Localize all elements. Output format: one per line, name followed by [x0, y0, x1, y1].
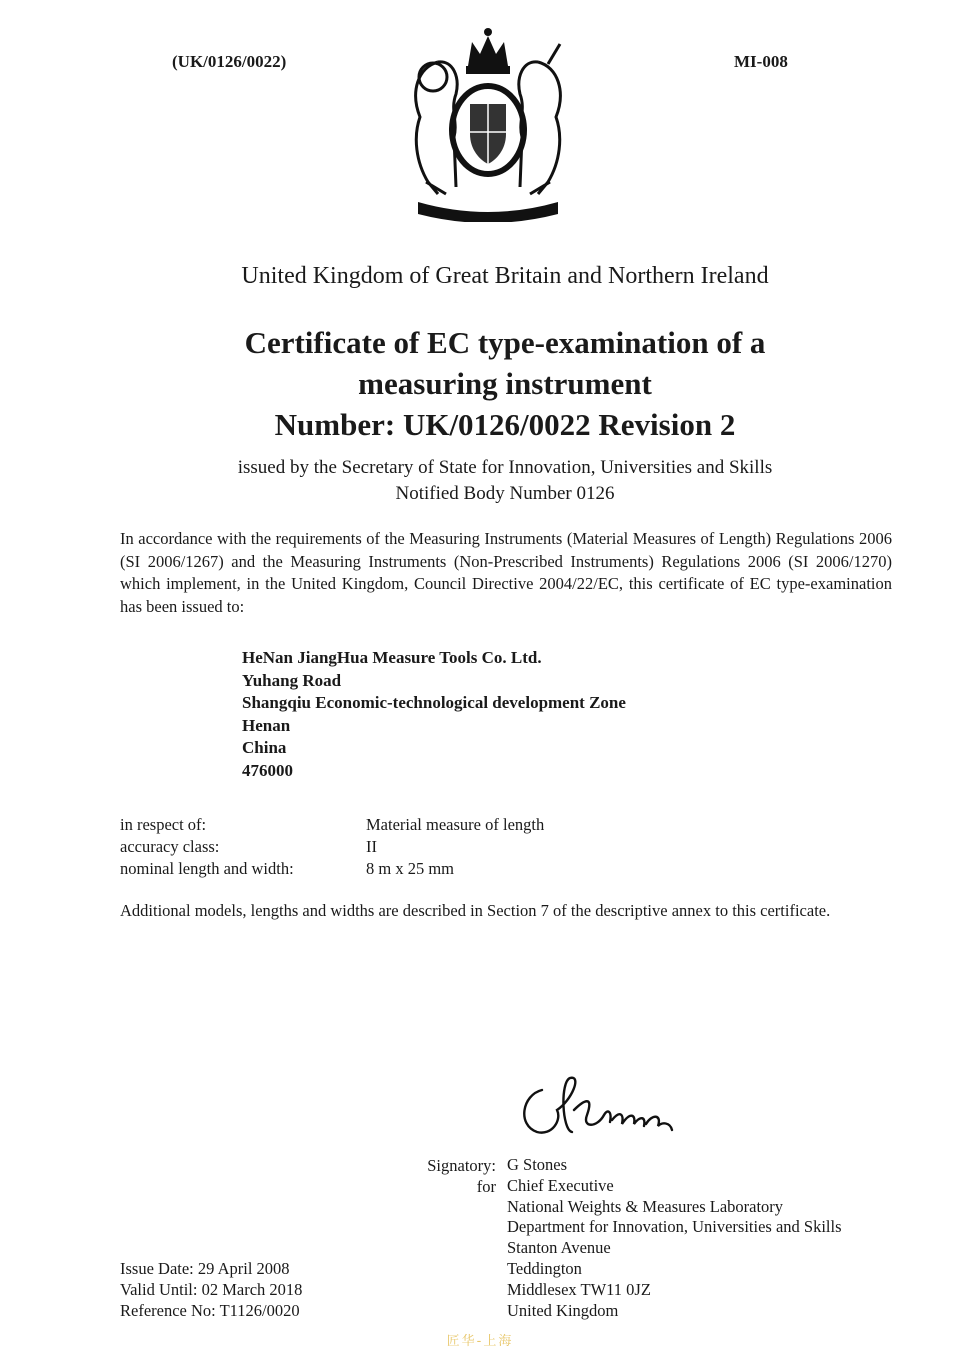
property-label: accuracy class:	[120, 837, 220, 856]
royal-coat-of-arms-icon	[398, 22, 578, 222]
title-line-3: Number: UK/0126/0022 Revision 2	[274, 407, 736, 442]
motto-ribbon-icon	[418, 202, 558, 222]
lion-head-icon	[419, 63, 447, 91]
address-line: China	[242, 738, 287, 758]
notified-body-line: Notified Body Number 0126	[395, 483, 615, 504]
signatory-line: National Weights & Measures Laboratory	[507, 1196, 784, 1216]
holder-address	[242, 647, 626, 783]
signatory-label: Signatory:	[427, 1156, 496, 1175]
property-label: nominal length and width:	[120, 859, 294, 878]
valid-until: Valid Until: 02 March 2018	[120, 1279, 303, 1299]
address-line: HeNan JiangHua Measure Tools Co. Ltd.	[242, 648, 542, 667]
unicorn-horn-icon	[548, 44, 560, 64]
watermark: 匠华-上海	[446, 1334, 514, 1349]
signatory-line: Stanton Avenue	[507, 1238, 611, 1258]
shield-icon	[452, 86, 524, 174]
property-label: in respect of:	[120, 815, 207, 834]
property-row	[120, 814, 544, 836]
title-line-2: measuring instrument	[358, 366, 652, 401]
signatory-line: Chief Executive	[507, 1175, 614, 1195]
signatory-name: G Stones	[507, 1155, 568, 1174]
signatory-line: United Kingdom	[507, 1300, 619, 1320]
handwritten-signature-icon	[512, 1070, 682, 1145]
title-line-1: Certificate of EC type-examination of a	[244, 325, 766, 360]
instrument-properties	[120, 814, 544, 880]
for-label: for	[476, 1177, 496, 1196]
property-row	[120, 836, 544, 858]
address-line: 476000	[242, 760, 293, 780]
additional-models-paragraph: Additional models, lengths and widths are described in Section 7 of the descriptive annex to this certificate.	[120, 901, 831, 920]
issuer-line: issued by the Secretary of State for Innovation, Universities and Skills	[237, 457, 773, 478]
issue-date: Issue Date: 29 April 2008	[120, 1259, 290, 1278]
signatory-labels	[400, 1155, 496, 1197]
crown-icon	[466, 28, 510, 74]
certificate-title	[0, 322, 960, 445]
signatory-line: Department for Innovation, Universities and Skills	[507, 1217, 842, 1237]
issuer-block	[0, 455, 960, 507]
property-row	[120, 858, 544, 880]
property-value: II	[366, 837, 377, 856]
signatory-line: Middlesex TW11 0JZ	[507, 1279, 651, 1299]
country-heading: United Kingdom of Great Britain and Northern Ireland	[241, 263, 769, 289]
property-value: 8 m x 25 mm	[366, 859, 455, 878]
certificate-ref-left: (UK/0126/0022)	[172, 52, 287, 71]
property-value: Material measure of length	[366, 815, 545, 834]
certificate-ref-right: MI-008	[734, 52, 788, 71]
intro-paragraph: In accordance with the requirements of the Measuring Instruments (Material Measures of Length) Regulations 2006 (SI 2006/1267) and the Measuring Instruments (Non-Prescribed Instruments) Regulations 2006 (SI 2006/1270) which implement, in the United Kingdom, Council Directive 2004/22/EC, this certificate of EC type-examination has been issued to:	[120, 529, 892, 616]
address-line: Yuhang Road	[242, 670, 342, 690]
reference-number: Reference No: T1126/0020	[120, 1300, 300, 1320]
signatory-block	[507, 1155, 842, 1321]
dates-block	[120, 1259, 302, 1321]
address-line: Henan	[242, 715, 291, 735]
signatory-line: Teddington	[507, 1258, 582, 1278]
address-line: Shangqiu Economic-technological development Zone	[242, 693, 626, 713]
